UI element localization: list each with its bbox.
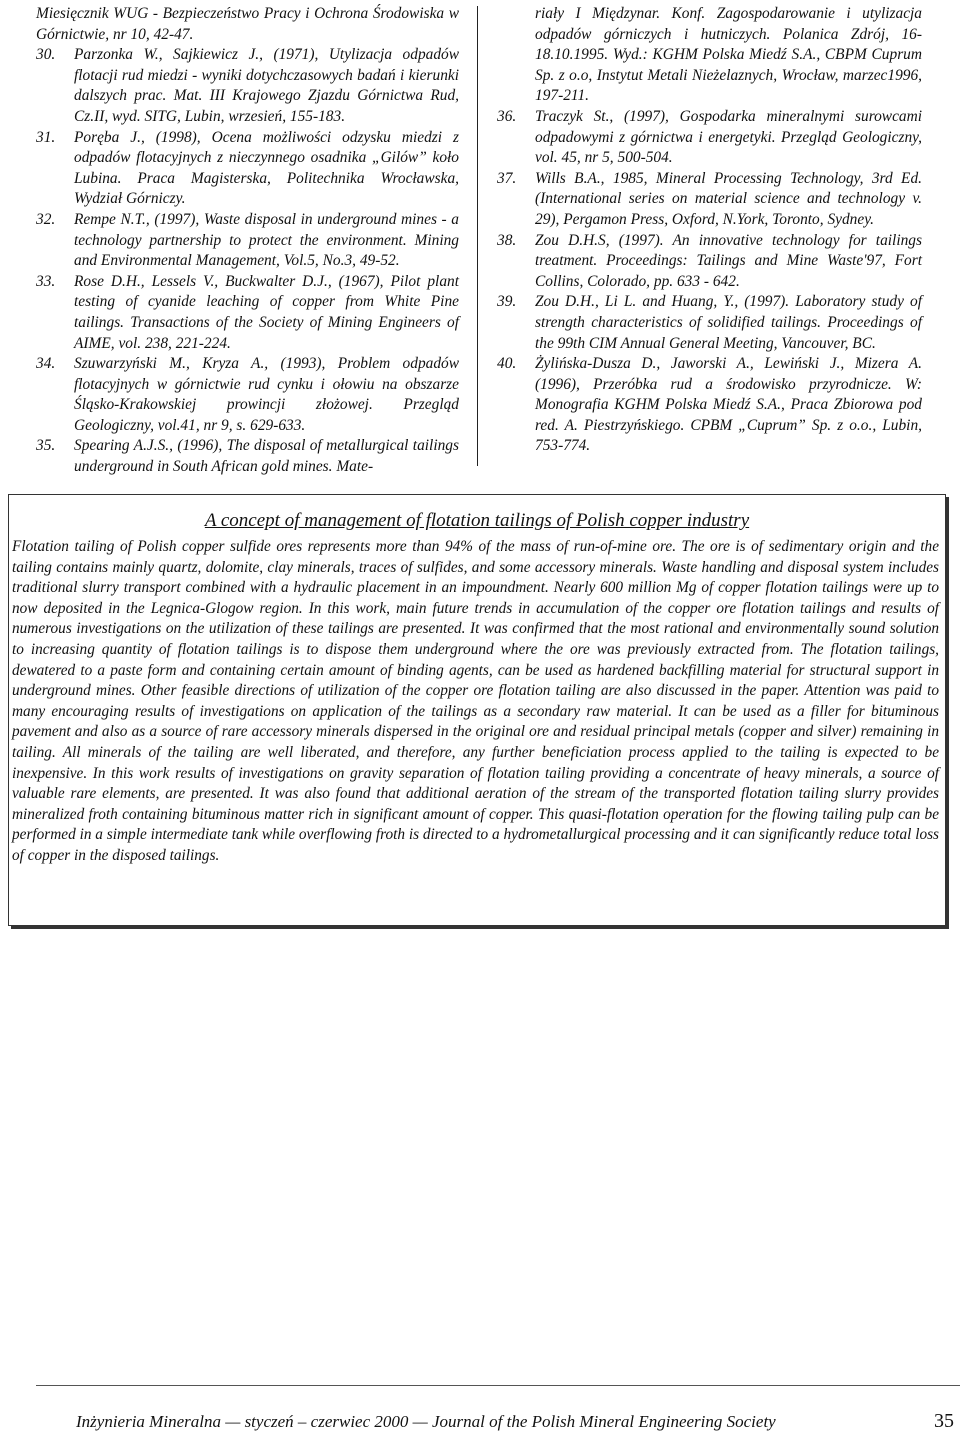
reference-number: 31. — [36, 128, 56, 146]
footer-journal-text: Inżynieria Mineralna — styczeń – czerwiec 2000 — Journal of the Polish Mineral Engineering Society — [76, 1412, 776, 1431]
english-abstract-box — [8, 494, 946, 926]
reference-text: Rose D.H., Lessels V., Buckwalter D.J., (1967), Pilot plant testing of cyanide leaching of copper from White Pine tailings. Transactions of the Society of Mining Engineers of AIME, vol. 238, 221-224. — [74, 272, 459, 352]
reference-continuation: Miesięcznik WUG - Bezpieczeństwo Pracy i Ochrona Środowiska w Górnictwie, nr 10, 42-47. — [36, 5, 459, 43]
abstract-title: A concept of management of flotation tailings of Polish copper industry — [204, 510, 750, 531]
reference-item — [36, 210, 459, 272]
footer-rule — [36, 1385, 960, 1386]
reference-number: 40. — [497, 355, 517, 373]
reference-text: Traczyk St., (1997), Gospodarka mineralnymi surowcami odpadowymi z górnictwa i energetyki. Przegląd Geologiczny, vol. 45, nr 5, 500-504. — [535, 107, 922, 167]
reference-item — [36, 272, 459, 354]
reference-number: 38. — [497, 231, 517, 249]
reference-item — [497, 292, 922, 354]
reference-item — [36, 354, 459, 436]
reference-item — [36, 45, 459, 127]
reference-text: riały I Międzynar. Konf. Zagospodarowanie i utylizacja odpadów górniczych i hutniczych. Polanica Zdrój, 16-18.10.1995. Wyd.: KGHM Polska Miedź S.A., CBPM Cuprum Sp. z o.o, Instytut Metali Nieżelaznych, Wrocław, marzec1996, 197-211. — [535, 5, 922, 105]
column-divider — [477, 6, 478, 466]
reference-number: 37. — [497, 169, 517, 187]
reference-number: 33. — [36, 272, 56, 290]
abstract-body: Flotation tailing of Polish copper sulfide ores represents more than 94% of the mass of run-of-mine ore. The ore is of sedimentary origin and the tailing contains mainly quartz, dolomite, clay minerals, traces of sulfides, and some accessory minerals. Waste handling and disposal system includes traditional slurry transport combined with a hydraulic placement in an impoundment. Nearly 600 million Mg of copper flotation tailings were up to now deposited in the Legnica-Glogow region. In this work, main future trends in accumulation of the copper ore flotation tailings and results of numerous investigations on the utilization of these tailings are presented. It was confirmed that the most rational and environmentally sound solution to increasing quantity of flotation tailings is to dispose them underground where the ore was previously extracted from. The flotation tailings, dewatered to a paste form and containing certain amount of binding agents, can be used as hardened backfilling material for structural support in underground mines. Other feasible directions of utilization of the copper ore flotation tailing are also discussed in the paper. Attention was paid to many encouraging results of investigations on application of the tailings as a secondary raw material. It can be used as a filler for bituminous pavement and also as a source of rare accessory minerals dispersed in the original ore and residual principal metals (copper and silver) remaining in tailing. All minerals of the tailing are well liberated, and therefore, any further beneficiation process applied to the tailing is expected to be inexpensive. In this work results of investigations on gravity separation of flotation tailing providing a concentrate of heavy minerals, a source of valuable rare elements, are presented. It was also found that additional aeration of the stream of the transported flotation tailing slurry provides mineralized froth containing bituminous matter rich in significant amount of copper. This quasi-flotation operation for the flowing tailing pulp can be performed in a simple intermediate tank while overflowing froth is directed to a hydrometallurgical processing and it can significantly reduce total loss of copper in the disposed tailings. — [12, 538, 939, 864]
reference-number: 36. — [497, 107, 517, 125]
reference-item — [497, 231, 922, 293]
references-right-column — [497, 4, 922, 457]
page-number: 35 — [934, 1410, 954, 1432]
reference-item — [36, 128, 459, 210]
reference-text: Żylińska-Dusza D., Jaworski A., Lewiński J., Mizera A. (1996), Przeróbka rud a środowisko przyrodnicze. W: Monografia KGHM Polska Miedź S.A., Praca Zbiorowa pod red. A. Piestrzyńskiego. CPBM „Cuprum” Sp. z o.o., Lubin, 753-774. — [535, 355, 922, 455]
reference-item — [497, 169, 922, 231]
reference-number: 39. — [497, 293, 517, 311]
reference-text: Poręba J., (1998), Ocena możliwości odzysku miedzi z odpadów flotacyjnych z nieczynnego osadnika „Gilów” koło Lubina. Praca Magisterska, Politechnika Wrocławska, Wydział Górniczy. — [74, 128, 459, 208]
references-left-column — [36, 4, 459, 478]
reference-text: Parzonka W., Sajkiewicz J., (1971), Utylizacja odpadów flotacji rud miedzi - wyniki dotychczasowych badań i kierunki dalszych prac. Mat. III Krajowego Zjazdu Górnictwa Rud, Cz.II, wyd. SITG, Lubin, wrzesień, 155-183. — [74, 46, 459, 125]
reference-item — [497, 107, 922, 169]
reference-text: Zou D.H.S, (1997). An innovative technology for tailings treatment. Proceedings: Tailings and Mine Waste'97, Fort Collins, Colorado, pp. 633 - 642. — [535, 231, 922, 290]
reference-text: Rempe N.T., (1997), Waste disposal in underground mines - a technology partnership to protect the environment. Mining and Environmental Management, Vol.5, No.3, 49-52. — [74, 210, 459, 270]
reference-number: 34. — [36, 355, 56, 373]
reference-number: 30. — [36, 46, 56, 64]
reference-text: Wills B.A., 1985, Mineral Processing Technology, 3rd Ed. (International series on material science and technology v. 29), Pergamon Press, Oxford, N.York, Toronto, Sydney. — [535, 169, 922, 228]
reference-number: 35. — [36, 437, 56, 455]
reference-text: Zou D.H., Li L. and Huang, Y., (1997). Laboratory study of strength characteristics of solidified tailings. Proceedings of the 99th CIM Annual General Meeting, Vancouver, BC. — [535, 293, 922, 352]
reference-text: Spearing A.J.S., (1996), The disposal of metallurgical tailings underground in South African gold mines. Mate- — [74, 437, 459, 476]
reference-item — [36, 436, 459, 477]
reference-item — [497, 354, 922, 457]
reference-text: Szuwarzyński M., Kryza A., (1993), Problem odpadów flotacyjnych w górnictwie rud cynku i ołowiu na obszarze Śląsko-Krakowskiej prowincji złożowej. Przegląd Geologiczny, vol.41, nr 9, s. 629-633. — [74, 355, 459, 434]
page-footer — [76, 1411, 958, 1433]
reference-number: 32. — [36, 210, 56, 228]
reference-continuation — [497, 4, 922, 107]
